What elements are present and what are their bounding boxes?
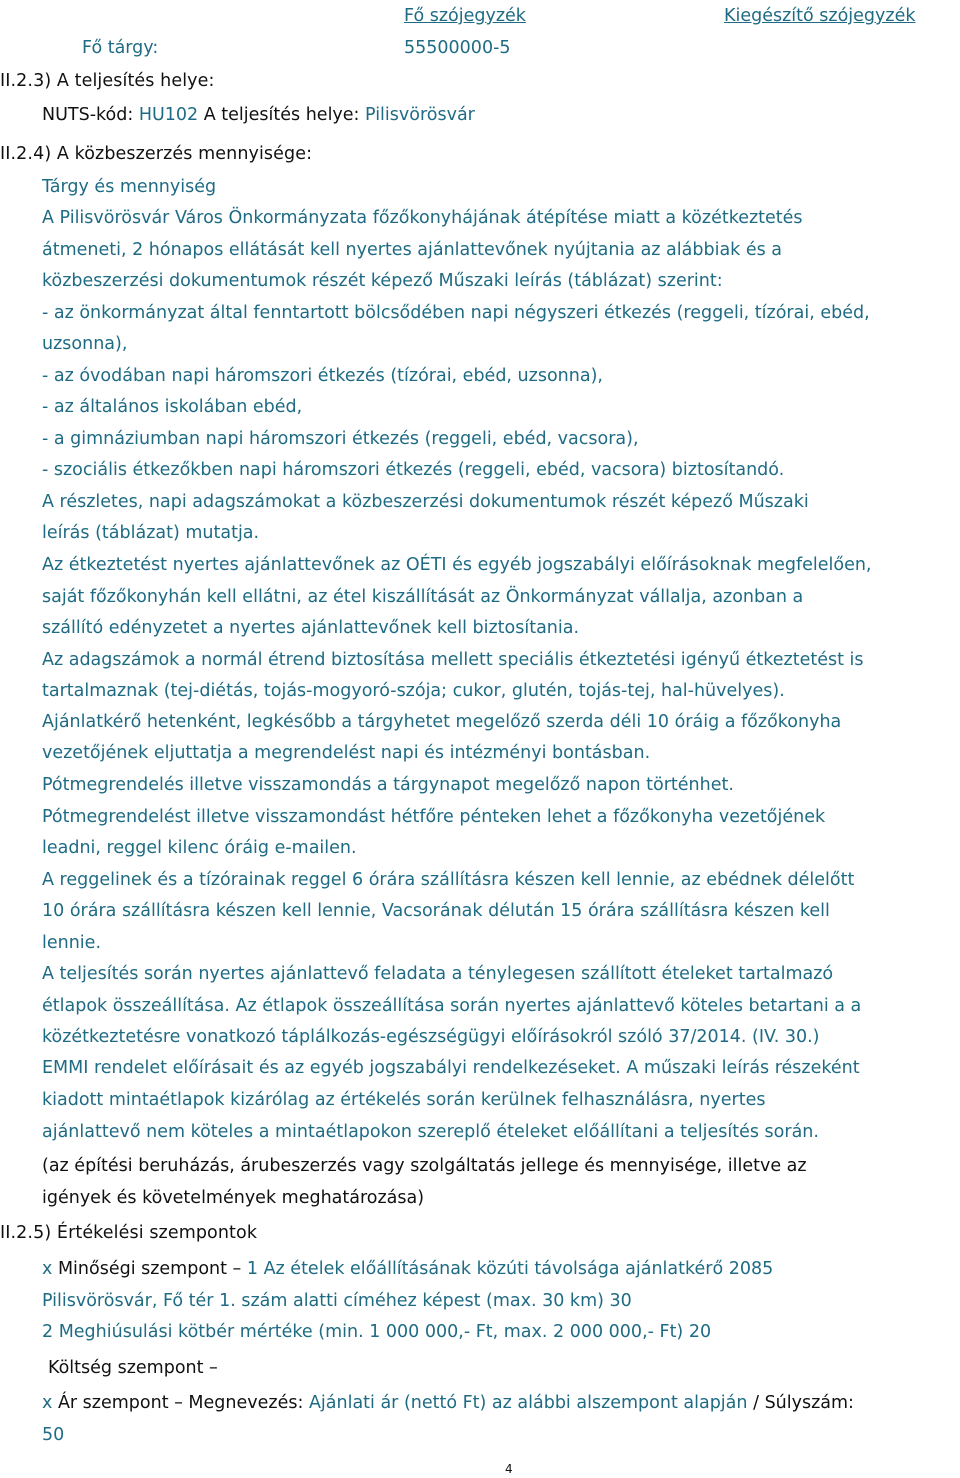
description-line: étlapok összeállítása. Az étlapok összeállítása során nyertes ajánlattevő köteles betartani a a — [42, 996, 862, 1016]
description-line: leadni, reggel kilenc óráig e-mailen. — [42, 838, 357, 858]
price-checkbox-marker: x — [42, 1393, 53, 1413]
place-value: Pilisvörösvár — [365, 105, 475, 125]
description-line: A teljesítés során nyertes ajánlattevő feladata a ténylegesen szállított ételeket tartalmazó — [42, 964, 834, 984]
description-line: ajánlattevő nem köteles a mintaétlapokon szereplő ételeket előállítani a teljesítés során. — [42, 1122, 819, 1142]
nuts-code: HU102 — [138, 105, 199, 125]
description-line: uzsonna), — [42, 334, 128, 354]
description-line: szállító edényzetet a nyertes ajánlattevőnek kell biztosítania. — [42, 618, 580, 638]
quality-criterion-2: 2 Meghiúsulási kötbér mértéke (min. 1 000 000,- Ft, max. 2 000 000,- Ft) 20 — [42, 1322, 712, 1342]
description-line: Pótmegrendelés illetve visszamondás a tárgynapot megelőző napon történhet. — [42, 775, 734, 795]
section-2-2-5-heading: II.2.5) Értékelési szempontok — [0, 1223, 258, 1243]
quality-checkbox-marker: x — [42, 1259, 53, 1279]
weight-value: 50 — [42, 1425, 65, 1445]
description-line: saját főzőkonyhán kell ellátni, az étel kiszállítását az Önkormányzat vállalja, azonban a — [42, 587, 804, 607]
nuts-label: NUTS-kód: — [42, 105, 134, 125]
description-line: EMMI rendelet előírásait és az egyéb jogszabályi rendelkezéseket. A műszaki leírás részeként — [42, 1058, 860, 1078]
description-line: átmeneti, 2 hónapos ellátását kell nyertes ajánlattevőnek nyújtania az alábbiak és a — [42, 240, 783, 260]
section-2-2-3-heading: II.2.3) A teljesítés helye: — [0, 71, 215, 91]
description-line: vezetőjének eljuttatja a megrendelést napi és intézményi bontásban. — [42, 743, 651, 763]
price-criterion-label: Ár szempont – Megnevezés: — [57, 1393, 304, 1413]
cost-criterion-label: Költség szempont – — [48, 1358, 218, 1378]
subject-quantity-subheading: Tárgy és mennyiség — [42, 177, 217, 197]
page-number: 4 — [505, 1462, 513, 1476]
description-line: - az önkormányzat által fenntartott bölcsődében napi négyszeri étkezés (reggeli, tízórai, ebéd, — [42, 303, 870, 323]
description-line: Pótmegrendelést illetve visszamondást hétfőre pénteken lehet a főzőkonyha vezetőjének — [42, 807, 826, 827]
description-line: A Pilisvörösvár Város Önkormányzata főzőkonyhájának átépítése miatt a közétkeztetés — [42, 208, 803, 228]
description-line: kiadott mintaétlapok kizárólag az értékelés során kerülnek felhasználásra, nyertes — [42, 1090, 766, 1110]
nuts-line — [42, 104, 475, 126]
description-line: közétkeztetésre vonatkozó táplálkozás-egészségügyi előírásokról szóló 37/2014. (IV. 30.) — [42, 1027, 820, 1047]
description-line: - az általános iskolában ebéd, — [42, 397, 303, 417]
description-line: tartalmaznak (tej-diétás, tojás-mogyoró-szója; cukor, glutén, tojás-tej, hal-hüvelyes). — [42, 681, 785, 701]
description-line: A reggelinek és a tízórainak reggel 6 órára szállításra készen kell lennie, az ebédnek délelőtt — [42, 870, 855, 890]
section-2-2-4-heading: II.2.4) A közbeszerzés mennyisége: — [0, 144, 313, 164]
description-line: A részletes, napi adagszámokat a közbeszerzési dokumentumok részét képező Műszaki — [42, 492, 809, 512]
quality-criterion-line — [42, 1258, 773, 1280]
note-line: igények és követelmények meghatározása) — [42, 1188, 425, 1208]
description-line: - a gimnáziumban napi háromszori étkezés (reggeli, ebéd, vacsora), — [42, 429, 639, 449]
description-line: Az étkeztetést nyertes ajánlattevőnek az OÉTI és egyéb jogszabályi előírásoknak megfelelően, — [42, 555, 872, 575]
price-criterion-name: Ajánlati ár (nettó Ft) az alábbi alszempont alapján — [308, 1393, 748, 1413]
main-subject-label: Fő tárgy: — [82, 38, 159, 58]
description-line: lennie. — [42, 933, 102, 953]
description-line: Az adagszámok a normál étrend biztosítása mellett speciális étkeztetési igényű étkeztetést is — [42, 650, 864, 670]
price-criterion-line — [42, 1392, 854, 1414]
weight-label: Súlyszám: — [764, 1393, 854, 1413]
main-subject-cpv-code: 55500000-5 — [404, 38, 511, 58]
quality-criterion-label: Minőségi szempont – — [57, 1259, 242, 1279]
description-line: - az óvodában napi háromszori étkezés (tízórai, ebéd, uzsonna), — [42, 366, 603, 386]
note-line: (az építési beruházás, árubeszerzés vagy szolgáltatás jellege és mennyisége, illetve az — [42, 1156, 807, 1176]
description-line: Ajánlatkérő hetenként, legkésőbb a tárgyhetet megelőző szerda déli 10 óráig a főzőkonyha — [42, 712, 842, 732]
price-separator: / — [753, 1393, 759, 1413]
description-line: közbeszerzési dokumentumok részét képező Műszaki leírás (táblázat) szerint: — [42, 271, 723, 291]
description-line: - szociális étkezőkben napi háromszori étkezés (reggeli, ebéd, vacsora) biztosítandó. — [42, 460, 785, 480]
description-line: 10 órára szállításra készen kell lennie, Vacsorának délután 15 órára szállításra készen kell — [42, 901, 830, 921]
quality-criterion-1: 1 Az ételek előállításának közúti távolsága ajánlatkérő 2085 — [246, 1259, 774, 1279]
description-line: leírás (táblázat) mutatja. — [42, 523, 260, 543]
quality-criterion-1-cont: Pilisvörösvár, Fő tér 1. szám alatti címéhez képest (max. 30 km) 30 — [42, 1291, 632, 1311]
main-vocabulary-link[interactable]: Fő szójegyzék — [404, 6, 526, 26]
place-label: A teljesítés helye: — [203, 105, 360, 125]
supplementary-vocabulary-link[interactable]: Kiegészítő szójegyzék — [724, 6, 916, 26]
